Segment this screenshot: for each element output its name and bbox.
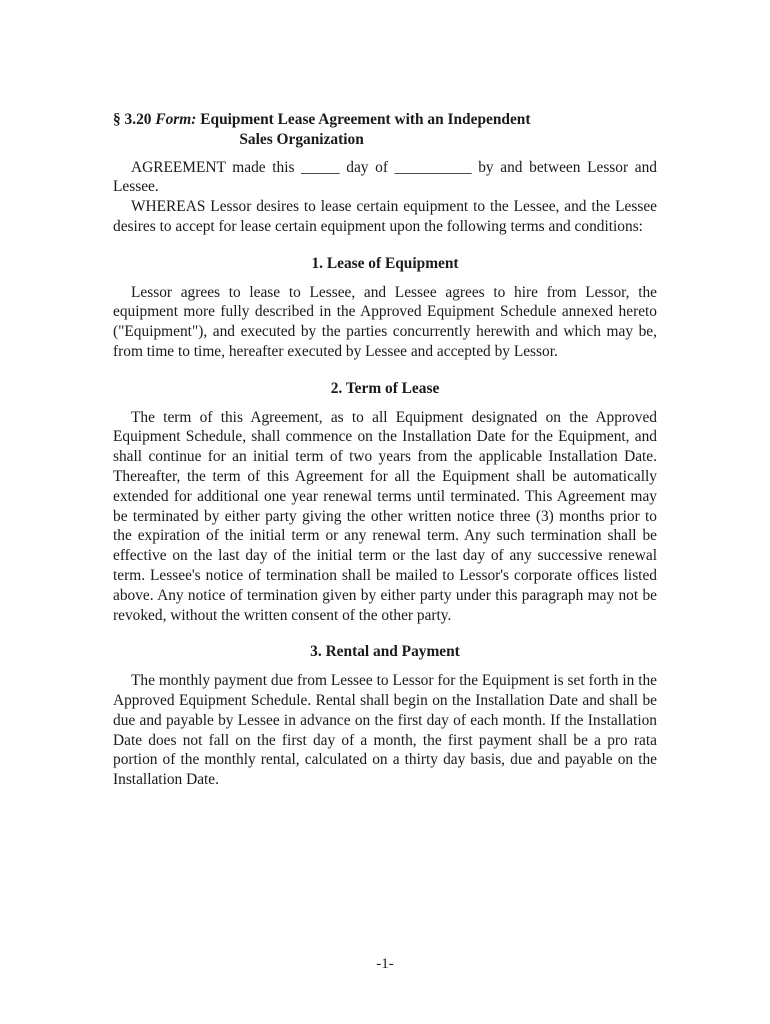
section-heading-rental-and-payment: 3. Rental and Payment (310, 643, 460, 661)
section-number: § 3.20 (113, 111, 152, 128)
agreement-paragraph: AGREEMENT made this _____ day of __________ by and between Lessor and Lessee. (113, 158, 657, 196)
whereas-paragraph: WHEREAS Lessor desires to lease certain equipment to the Lessee, and the Lessee desires to accept for lease certain equipment upon the following terms and conditions: (113, 198, 657, 235)
document-page (113, 110, 657, 790)
document-title (113, 110, 657, 150)
title-line-2: Sales Organization (239, 130, 364, 148)
section-body-rental-and-payment: The monthly payment due from Lessee to Lessor for the Equipment is set forth in the Approved Equipment Schedule. Rental shall begin on the Installation Date and shall be due and payable by Lessee in advance on the first day of each month. If the Installation Date does not fall on the first day of a month, the first payment shall be a pro rata portion of the monthly rental, calculated on a thirty day basis, due and payable on the Installation Date. (113, 672, 657, 789)
section-heading-term-of-lease: 2. Term of Lease (330, 379, 440, 397)
form-label: Form: (155, 111, 197, 128)
section-body-term-of-lease: The term of this Agreement, as to all Equipment designated on the Approved Equipment Schedule, shall commence on the Installation Date for the Equipment, and shall continue for an initial term of two years from the applicable Installation Date. Thereafter, the term of this Agreement for all the Equipment shall be automatically extended for additional one year renewal terms until terminated. This Agreement may be terminated by either party giving the other written notice three (3) months prior to the expiration of the initial term or any renewal term. Any such termination shall be effective on the last day of the initial term or the last day of any successive renewal term. Lessee's notice of termination shall be mailed to Lessor's corporate offices listed above. Any notice of termination given by either party under this paragraph may not be revoked, without the written consent of the other party. (113, 408, 657, 624)
section-body-lease-of-equipment: Lessor agrees to lease to Lessee, and Lessee agrees to hire from Lessor, the equipment more fully described in the Approved Equipment Schedule annexed hereto ("Equipment"), and executed by the parties concurrently herewith and which may be, from time to time, hereafter executed by Lessee and accepted by Lessor. (113, 283, 657, 360)
section-heading-lease-of-equipment: 1. Lease of Equipment (311, 254, 459, 272)
page-number: -1- (376, 956, 394, 972)
title-line-1: Equipment Lease Agreement with an Independent (200, 111, 531, 128)
